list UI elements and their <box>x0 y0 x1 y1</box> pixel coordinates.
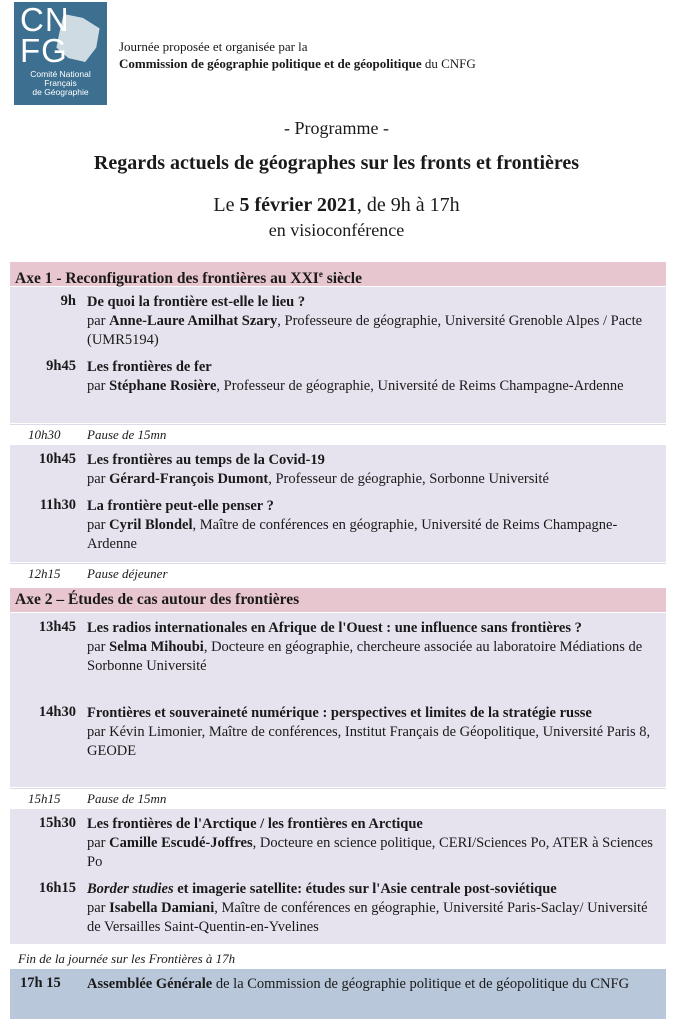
general-assembly-block <box>10 969 666 1019</box>
programme-heading: - Programme - <box>284 118 389 138</box>
axe-2-afternoon-block <box>10 613 666 787</box>
session-time: 11h30 <box>39 497 76 513</box>
pause-row: 10h30 Pause de 15mn <box>10 424 666 445</box>
cnfg-logo <box>14 2 107 105</box>
session-time: 17h 15 <box>20 975 61 991</box>
axe-2-header: Axe 2 – Études de cas autour des frontières <box>10 588 666 612</box>
pause-row: 12h15 Pause déjeuner <box>10 563 666 584</box>
session-title: Frontières et souveraineté numérique : perspectives et limites de la stratégie russe <box>87 705 592 721</box>
session-speaker: par Anne-Laure Amilhat Szary, Professeure de géographie, Université Grenoble Alpes / Pacte (UMR5194) <box>87 313 643 348</box>
session-title: Les frontières de fer <box>87 359 212 375</box>
session-speaker: par Gérard-François Dumont, Professeur de géographie, Sorbonne Université <box>87 471 549 487</box>
session-title: De quoi la frontière est-elle le lieu ? <box>87 294 306 310</box>
session-speaker: par Camille Escudé-Joffres, Docteure en science politique, CERI/Sciences Po, ATER à Sciences Po <box>87 835 653 870</box>
axe-1-header: Axe 1 - Reconfiguration des frontières au XXIe siècle <box>10 262 666 286</box>
session-title: Les frontières de l'Arctique / les frontières en Arctique <box>87 816 423 832</box>
session-speaker: par Stéphane Rosière, Professeur de géographie, Université de Reims Champagne-Ardenne <box>87 378 624 394</box>
session-time: 15h30 <box>38 815 76 831</box>
general-assembly-text: Assemblée Générale de la Commission de géographie politique et de géopolitique du CNFG <box>87 976 630 992</box>
page-title: Regards actuels de géographes sur les fronts et frontières <box>93 152 580 174</box>
session-time: 9h <box>60 293 76 309</box>
logo-letters: CN FG <box>20 1 70 69</box>
axe-2-late-afternoon-block <box>10 809 666 944</box>
session-time: 9h45 <box>46 358 76 374</box>
session-time: 10h45 <box>38 451 76 467</box>
pause-row: 15h15 Pause de 15mn <box>10 788 666 809</box>
session-speaker: par Kévin Limonier, Maître de conférences, Institut Français de Géopolitique, Université Paris 8, GEODE <box>87 724 651 759</box>
session-time: 13h45 <box>38 619 76 635</box>
end-of-day-note: Fin de la journée sur les Frontières à 17h <box>18 951 236 966</box>
session-title: La frontière peut-elle penser ? <box>87 498 274 514</box>
organizer-text: Journée proposée et organisée par la Commission de géographie politique et de géopolitique du CNFG <box>119 39 476 71</box>
axe-1-morning-block <box>10 287 666 423</box>
session-title: Les radios internationales en Afrique de l'Ouest : une influence sans frontières ? <box>87 620 582 636</box>
session-time: 14h30 <box>38 704 76 720</box>
session-speaker: par Isabella Damiani, Maître de conférences en géographie, Université Paris-Saclay/ Université de Versailles Saint-Quentin-en-Yvelines <box>87 900 648 935</box>
session-speaker: par Cyril Blondel, Maître de conférences en géographie, Université de Reims Champagne-Ardenne <box>87 517 618 552</box>
session-time: 16h15 <box>38 880 76 896</box>
session-speaker: par Selma Mihoubi, Docteure en géographie, chercheure associée au laboratoire Médiations de Sorbonne Université <box>87 639 643 674</box>
logo-caption: Comité National Français de Géographie <box>30 69 91 97</box>
session-title: Les frontières au temps de la Covid-19 <box>87 452 325 468</box>
event-mode: en visioconférence <box>268 220 405 240</box>
axe-1-late-morning-block <box>10 445 666 562</box>
event-date: Le 5 février 2021, de 9h à 17h <box>213 194 460 216</box>
session-title: Border studies et imagerie satellite: études sur l'Asie centrale post-soviétique <box>87 881 557 897</box>
